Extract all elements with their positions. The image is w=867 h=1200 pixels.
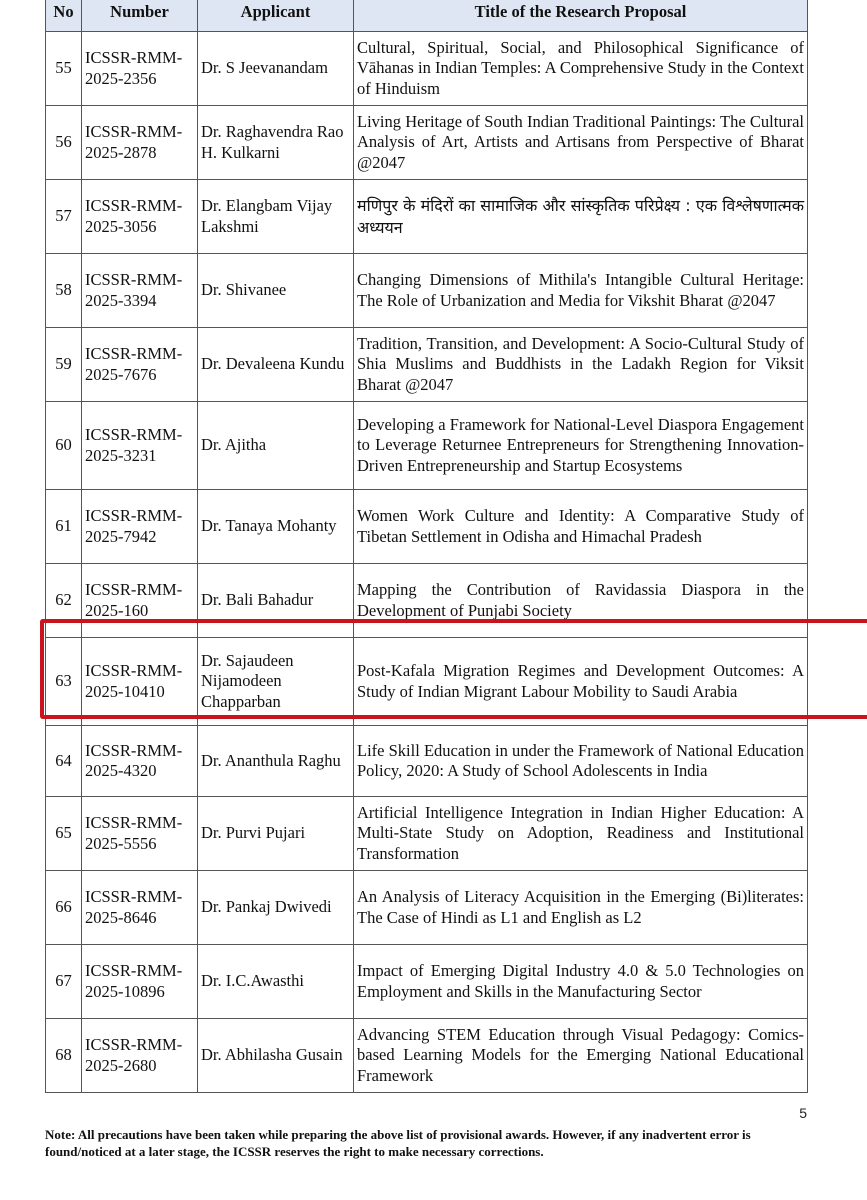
number-line-2: 2025-3056	[85, 216, 157, 236]
table-row	[46, 402, 808, 490]
table-row	[46, 180, 808, 254]
applicant-name: Dr. Ananthula Raghu	[198, 726, 354, 797]
table-row	[46, 945, 808, 1019]
row-no: 65	[46, 797, 82, 871]
number-line-2: 2025-2680	[85, 1055, 157, 1075]
header-title-label: Title of the Research Proposal	[474, 2, 687, 21]
application-number	[82, 797, 198, 871]
header-applicant-label: Applicant	[240, 2, 311, 21]
number-line-2: 2025-8646	[85, 907, 157, 927]
applicant-name: Dr. Sajaudeen Nijamodeen Chapparban	[198, 638, 354, 726]
number-line-1: ICSSR-RMM-	[85, 48, 183, 67]
row-no: 63	[46, 638, 82, 726]
number-line-1: ICSSR-RMM-	[85, 887, 183, 906]
row-no: 67	[46, 945, 82, 1019]
applicant-name: Dr. Shivanee	[198, 254, 354, 328]
proposal-title: Post-Kafala Migration Regimes and Development Outcomes: A Study of Indian Migrant Labour Mobility to Saudi Arabia	[354, 638, 808, 726]
number-line-1: ICSSR-RMM-	[85, 506, 183, 525]
number-line-2: 2025-4320	[85, 761, 157, 780]
number-line-2: 2025-3231	[85, 445, 157, 465]
proposal-title: मणिपुर के मंदिरों का सामाजिक और सांस्कृतिक परिप्रेक्ष्य : एक विश्लेषणात्मक अध्ययन	[354, 180, 808, 254]
number-line-2: 2025-2356	[85, 68, 157, 88]
table-row	[46, 254, 808, 328]
table-row	[46, 32, 808, 106]
proposal-title: Advancing STEM Education through Visual Pedagogy: Comics-based Learning Models for the Emerging National Educational Framework	[354, 1019, 808, 1093]
row-no: 57	[46, 180, 82, 254]
number-line-1: ICSSR-RMM-	[85, 813, 183, 832]
number-line-1: ICSSR-RMM-	[85, 344, 183, 363]
row-no: 58	[46, 254, 82, 328]
application-number	[82, 106, 198, 180]
header-applicant	[198, 0, 354, 32]
applicant-name: Dr. Ajitha	[198, 402, 354, 490]
header-no: No	[46, 0, 82, 32]
number-line-1: ICSSR-RMM-	[85, 961, 183, 980]
table-row	[46, 490, 808, 564]
number-line-2: 2025-10896	[85, 981, 165, 1001]
awards-table	[45, 0, 808, 1093]
applicant-name: Dr. Tanaya Mohanty	[198, 490, 354, 564]
number-line-2: 2025-10410	[85, 681, 165, 701]
header-number-label: Number	[110, 2, 169, 21]
application-number	[82, 726, 198, 797]
proposal-title: Mapping the Contribution of Ravidassia Diaspora in the Development of Punjabi Society	[354, 564, 808, 638]
applicant-name: Dr. Devaleena Kundu	[198, 328, 354, 402]
application-number	[82, 328, 198, 402]
row-no: 68	[46, 1019, 82, 1093]
proposal-title: Life Skill Education in under the Framework of National Education Policy, 2020: A Study of School Adolescents in India	[354, 726, 808, 797]
row-no: 66	[46, 871, 82, 945]
number-line-1: ICSSR-RMM-	[85, 740, 183, 760]
proposal-title: Women Work Culture and Identity: A Comparative Study of Tibetan Settlement in Odisha and Himachal Pradesh	[354, 490, 808, 564]
application-number	[82, 254, 198, 328]
proposal-title: Living Heritage of South Indian Traditional Paintings: The Cultural Analysis of Art, Artists and Artisans from Perspective of Bharat @2047	[354, 106, 808, 180]
application-number	[82, 871, 198, 945]
number-line-2: 2025-160	[85, 600, 149, 620]
number-line-1: ICSSR-RMM-	[85, 425, 183, 444]
row-no: 60	[46, 402, 82, 490]
number-line-2: 2025-2878	[85, 142, 157, 162]
table-row	[46, 328, 808, 402]
row-no: 61	[46, 490, 82, 564]
proposal-title: Impact of Emerging Digital Industry 4.0 & 5.0 Technologies on Employment and Skills in the Manufacturing Sector	[354, 945, 808, 1019]
table-row	[46, 1019, 808, 1093]
number-line-1: ICSSR-RMM-	[85, 580, 183, 599]
applicant-name: Dr. Abhilasha Gusain	[198, 1019, 354, 1093]
number-line-2: 2025-3394	[85, 290, 157, 310]
row-no: 62	[46, 564, 82, 638]
proposal-title: Developing a Framework for National-Level Diaspora Engagement to Leverage Returnee Entrepreneurs for Strengthening Innovation-Driven Entrepreneurship and Startup Ecosystems	[354, 402, 808, 490]
number-line-2: 2025-7942	[85, 526, 157, 546]
applicant-name: Dr. Raghavendra Rao H. Kulkarni	[198, 106, 354, 180]
header-title	[354, 0, 808, 32]
number-line-1: ICSSR-RMM-	[85, 196, 183, 215]
row-no: 55	[46, 32, 82, 106]
proposal-title: Cultural, Spiritual, Social, and Philosophical Significance of Vāhanas in Indian Temples: A Comprehensive Study in the Context of Hinduism	[354, 32, 808, 106]
number-line-1: ICSSR-RMM-	[85, 661, 183, 680]
application-number	[82, 564, 198, 638]
proposal-title: Artificial Intelligence Integration in Indian Higher Education: A Multi-State Study on Adoption, Readiness and Institutional Transformation	[354, 797, 808, 871]
number-line-1: ICSSR-RMM-	[85, 122, 183, 141]
application-number	[82, 945, 198, 1019]
number-line-1: ICSSR-RMM-	[85, 270, 183, 289]
applicant-name: Dr. S Jeevanandam	[198, 32, 354, 106]
number-line-2: 2025-7676	[85, 364, 157, 384]
applicant-name: Dr. Elangbam Vijay Lakshmi	[198, 180, 354, 254]
header-number	[82, 0, 198, 32]
table-row	[46, 726, 808, 797]
table-row	[46, 638, 808, 726]
table-row	[46, 106, 808, 180]
table-row	[46, 564, 808, 638]
proposal-title: Tradition, Transition, and Development: A Socio-Cultural Study of Shia Muslims and Buddhists in the Ladakh Region for Viksit Bharat @2047	[354, 328, 808, 402]
number-line-1: ICSSR-RMM-	[85, 1035, 183, 1054]
row-no: 56	[46, 106, 82, 180]
applicant-name: Dr. Pankaj Dwivedi	[198, 871, 354, 945]
applicant-name: Dr. I.C.Awasthi	[198, 945, 354, 1019]
proposal-title: An Analysis of Literacy Acquisition in the Emerging (Bi)literates: The Case of Hindi as L1 and English as L2	[354, 871, 808, 945]
application-number	[82, 180, 198, 254]
table-row	[46, 797, 808, 871]
application-number	[82, 402, 198, 490]
application-number	[82, 490, 198, 564]
row-no: 59	[46, 328, 82, 402]
row-no: 64	[46, 726, 82, 797]
application-number	[82, 638, 198, 726]
table-body	[46, 32, 808, 1093]
page-number: 5	[799, 1105, 807, 1121]
proposal-title: Changing Dimensions of Mithila's Intangible Cultural Heritage: The Role of Urbanization and Media for Vikshit Bharat @2047	[354, 254, 808, 328]
applicant-name: Dr. Purvi Pujari	[198, 797, 354, 871]
footnote: Note: All precautions have been taken while preparing the above list of provisional awards. However, if any inadvertent error is found/noticed at a later stage, the ICSSR reserves the right to make necessary corrections.	[45, 1127, 751, 1159]
application-number	[82, 1019, 198, 1093]
application-number	[82, 32, 198, 106]
table-header	[46, 0, 808, 32]
applicant-name: Dr. Bali Bahadur	[198, 564, 354, 638]
table-row	[46, 871, 808, 945]
number-line-2: 2025-5556	[85, 833, 157, 853]
